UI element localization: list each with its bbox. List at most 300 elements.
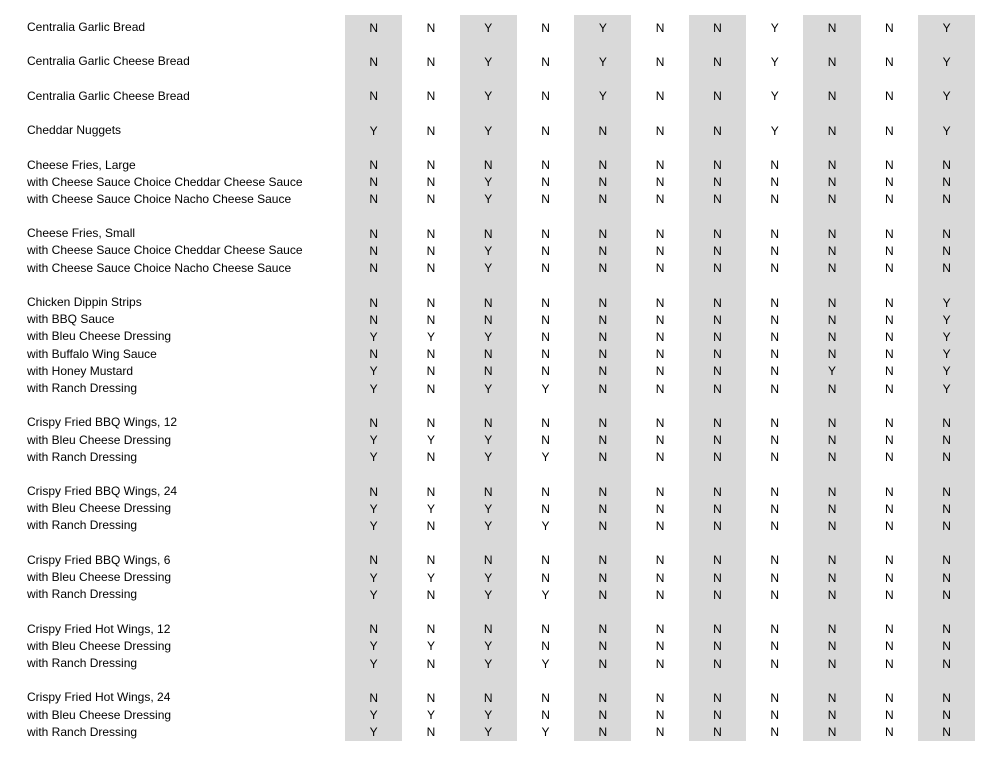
value-cell: N [655, 347, 665, 362]
value-cell: N [918, 449, 975, 466]
value-cell [803, 105, 860, 122]
value-cell: N [770, 656, 780, 671]
value-cell: N [574, 260, 631, 277]
value-cell [631, 672, 688, 689]
value-cell: N [884, 553, 894, 568]
value-cell: N [655, 261, 665, 276]
value-cell [746, 535, 803, 552]
value-cell: Y [460, 122, 517, 139]
value-cell: Y [460, 707, 517, 724]
value-cell: Y [460, 517, 517, 534]
value-cell: N [689, 260, 746, 277]
value-cell: N [918, 191, 975, 208]
value-cell: N [770, 690, 780, 705]
value-cell: N [426, 158, 436, 173]
value-cell: N [770, 570, 780, 585]
value-cell [517, 71, 574, 88]
value-cell: N [655, 484, 665, 499]
value-cell: N [770, 244, 780, 259]
value-cell: N [655, 123, 665, 138]
value-cell: N [574, 707, 631, 724]
value-cell: N [655, 433, 665, 448]
value-cell [631, 397, 688, 414]
value-cell: N [689, 638, 746, 655]
value-cell: Y [574, 19, 631, 36]
value-cell [574, 105, 631, 122]
value-cell: Y [345, 363, 402, 380]
value-cell: N [460, 414, 517, 431]
value-cell: N [541, 226, 550, 241]
value-cell: N [574, 483, 631, 500]
value-cell: N [918, 432, 975, 449]
value-cell: Y [918, 380, 975, 397]
value-cell: N [770, 639, 780, 654]
table-row [0, 449, 976, 466]
spacer-row [0, 535, 976, 552]
value-cell: N [770, 501, 780, 516]
value-cell: N [770, 450, 780, 465]
value-cell: Y [426, 570, 435, 585]
value-cell: Y [918, 294, 975, 311]
value-cell: N [541, 570, 550, 585]
value-cell: N [803, 328, 860, 345]
value-cell: N [655, 415, 665, 430]
value-cell: N [803, 174, 860, 191]
value-cell: Y [918, 19, 975, 36]
table-row [0, 483, 976, 500]
value-cell [402, 672, 459, 689]
value-cell [861, 672, 918, 689]
value-cell: N [803, 586, 860, 603]
value-cell [861, 603, 918, 620]
value-cell: N [884, 54, 894, 69]
value-cell [460, 36, 517, 53]
value-cell: N [803, 621, 860, 638]
value-cell: N [655, 570, 665, 585]
value-cell: Y [345, 586, 402, 603]
value-cell: N [689, 363, 746, 380]
value-cell: N [918, 552, 975, 569]
value-cell: Y [460, 328, 517, 345]
table-row [0, 157, 976, 174]
table-row [0, 552, 976, 569]
value-cell [517, 397, 574, 414]
value-cell [517, 277, 574, 294]
value-cell: N [689, 191, 746, 208]
value-cell: N [541, 484, 550, 499]
value-cell: N [426, 261, 436, 276]
value-cell: N [541, 295, 550, 310]
value-cell [918, 535, 975, 552]
value-cell: N [345, 311, 402, 328]
value-cell: Y [918, 122, 975, 139]
value-cell: Y [541, 381, 550, 396]
value-cell: N [655, 89, 665, 104]
value-cell [345, 535, 402, 552]
allergen-table [0, 15, 976, 741]
value-cell: N [884, 519, 894, 534]
value-cell: N [345, 174, 402, 191]
value-cell: N [574, 174, 631, 191]
value-cell: N [574, 449, 631, 466]
value-cell [861, 397, 918, 414]
table-row [0, 174, 976, 191]
value-cell [689, 139, 746, 156]
value-cell: N [918, 225, 975, 242]
value-cell: N [689, 586, 746, 603]
value-cell: N [426, 244, 436, 259]
value-cell: Y [770, 20, 779, 35]
table-row [0, 294, 976, 311]
value-cell: N [689, 552, 746, 569]
value-cell: N [884, 175, 894, 190]
value-cell: Y [460, 174, 517, 191]
value-cell: N [689, 19, 746, 36]
value-cell: N [574, 517, 631, 534]
value-cell [803, 277, 860, 294]
value-cell: N [541, 690, 550, 705]
value-cell: N [689, 483, 746, 500]
table-row [0, 19, 976, 36]
value-cell: N [918, 483, 975, 500]
value-cell: N [426, 20, 436, 35]
value-cell [861, 208, 918, 225]
value-cell [803, 603, 860, 620]
value-cell: N [460, 621, 517, 638]
value-cell [345, 672, 402, 689]
value-cell [689, 672, 746, 689]
value-cell [517, 208, 574, 225]
value-cell: N [541, 244, 550, 259]
value-cell: N [426, 175, 436, 190]
value-cell: N [689, 707, 746, 724]
value-cell: N [426, 656, 436, 671]
value-cell [460, 105, 517, 122]
value-cell: N [574, 586, 631, 603]
value-cell: Y [574, 53, 631, 70]
value-cell: N [460, 363, 517, 380]
value-cell: Y [460, 242, 517, 259]
value-cell [631, 466, 688, 483]
value-cell: N [460, 483, 517, 500]
value-cell: N [345, 157, 402, 174]
value-cell [918, 139, 975, 156]
value-cell: N [689, 655, 746, 672]
value-cell: N [884, 433, 894, 448]
value-cell: N [884, 381, 894, 396]
value-cell: N [574, 689, 631, 706]
value-cell: N [426, 725, 436, 740]
value-cell [861, 105, 918, 122]
value-cell: N [541, 622, 550, 637]
value-cell: N [884, 415, 894, 430]
value-cell: N [884, 261, 894, 276]
value-cell: N [426, 347, 436, 362]
item-label: Crispy Fried BBQ Wings, 24 [27, 484, 178, 499]
value-cell: N [345, 53, 402, 70]
value-cell [460, 397, 517, 414]
value-cell: N [770, 725, 780, 740]
value-cell: Y [541, 725, 550, 740]
table-row [0, 569, 976, 586]
value-cell: N [541, 501, 550, 516]
value-cell: N [689, 346, 746, 363]
item-label: with Ranch Dressing [27, 380, 138, 395]
value-cell: N [803, 88, 860, 105]
value-cell [574, 466, 631, 483]
value-cell: N [803, 53, 860, 70]
value-cell: Y [541, 656, 550, 671]
value-cell: N [345, 260, 402, 277]
table-row [0, 346, 976, 363]
value-cell: N [770, 312, 780, 327]
value-cell [631, 603, 688, 620]
value-cell: N [426, 226, 436, 241]
item-label: with Bleu Cheese Dressing [27, 707, 172, 722]
value-cell [689, 71, 746, 88]
value-cell: N [770, 553, 780, 568]
value-cell [574, 139, 631, 156]
item-label: Cheese Fries, Small [27, 226, 136, 241]
item-label: with Buffalo Wing Sauce [27, 346, 157, 361]
value-cell: N [689, 174, 746, 191]
value-cell: N [803, 311, 860, 328]
value-cell: N [574, 380, 631, 397]
item-label: with Ranch Dressing [27, 449, 138, 464]
value-cell: Y [460, 449, 517, 466]
item-label: with Ranch Dressing [27, 518, 138, 533]
value-cell [918, 277, 975, 294]
item-label: with Cheese Sauce Choice Nacho Cheese Sauce [27, 260, 292, 275]
value-cell: N [541, 708, 550, 723]
value-cell: N [770, 381, 780, 396]
table-row [0, 88, 976, 105]
value-cell: N [460, 689, 517, 706]
value-cell: N [918, 689, 975, 706]
value-cell: Y [345, 655, 402, 672]
value-cell: N [426, 553, 436, 568]
spacer-row [0, 105, 976, 122]
value-cell [803, 397, 860, 414]
value-cell: N [803, 414, 860, 431]
value-cell: N [918, 414, 975, 431]
value-cell [689, 105, 746, 122]
item-label: Cheddar Nuggets [27, 123, 122, 138]
value-cell: Y [541, 450, 550, 465]
value-cell: N [918, 242, 975, 259]
table-row [0, 363, 976, 380]
value-cell: N [574, 225, 631, 242]
value-cell: N [345, 294, 402, 311]
value-cell: N [655, 158, 665, 173]
value-cell: N [803, 346, 860, 363]
value-cell: Y [460, 53, 517, 70]
value-cell [746, 71, 803, 88]
value-cell: Y [918, 311, 975, 328]
value-cell: N [655, 364, 665, 379]
item-label: with Honey Mustard [27, 363, 134, 378]
value-cell: N [803, 655, 860, 672]
spacer-row [0, 71, 976, 88]
value-cell: Y [426, 329, 435, 344]
value-cell: N [426, 484, 436, 499]
value-cell: N [541, 89, 550, 104]
value-cell: N [541, 123, 550, 138]
value-cell [631, 208, 688, 225]
value-cell: Y [345, 500, 402, 517]
value-cell: N [541, 261, 550, 276]
item-label: with BBQ Sauce [27, 312, 115, 327]
item-label: Crispy Fried BBQ Wings, 12 [27, 415, 178, 430]
value-cell [574, 603, 631, 620]
value-cell [574, 277, 631, 294]
value-cell [803, 139, 860, 156]
value-cell: N [770, 192, 780, 207]
value-cell: N [689, 122, 746, 139]
value-cell: N [655, 622, 665, 637]
value-cell: N [426, 415, 436, 430]
item-label: Crispy Fried BBQ Wings, 6 [27, 552, 171, 567]
value-cell: N [345, 621, 402, 638]
value-cell [402, 466, 459, 483]
value-cell [460, 466, 517, 483]
value-cell: N [345, 191, 402, 208]
spacer-row [0, 672, 976, 689]
value-cell [574, 71, 631, 88]
value-cell: N [884, 501, 894, 516]
value-cell: N [884, 158, 894, 173]
value-cell: N [884, 639, 894, 654]
value-cell: N [655, 175, 665, 190]
value-cell: N [655, 54, 665, 69]
value-cell: N [918, 707, 975, 724]
value-cell: N [803, 552, 860, 569]
value-cell [517, 672, 574, 689]
value-cell: N [541, 175, 550, 190]
value-cell: N [426, 450, 436, 465]
value-cell: N [541, 415, 550, 430]
value-cell [803, 466, 860, 483]
value-cell [402, 397, 459, 414]
value-cell: N [803, 191, 860, 208]
table-row [0, 707, 976, 724]
value-cell: N [460, 225, 517, 242]
value-cell: N [574, 500, 631, 517]
value-cell: N [770, 175, 780, 190]
value-cell: N [803, 242, 860, 259]
value-cell: Y [426, 433, 435, 448]
value-cell: N [884, 656, 894, 671]
item-label: Chicken Dippin Strips [27, 295, 142, 309]
value-cell [460, 672, 517, 689]
value-cell: Y [426, 639, 435, 654]
table-row [0, 689, 976, 706]
table-row [0, 328, 976, 345]
value-cell [517, 36, 574, 53]
value-cell: N [655, 244, 665, 259]
table-row [0, 517, 976, 534]
item-label: Centralia Garlic Cheese Bread [27, 54, 190, 69]
spacer-row [0, 466, 976, 483]
value-cell: N [574, 552, 631, 569]
value-cell: N [655, 20, 665, 35]
value-cell [918, 397, 975, 414]
value-cell [345, 397, 402, 414]
value-cell: N [884, 329, 894, 344]
value-cell: Y [460, 380, 517, 397]
value-cell [631, 105, 688, 122]
value-cell [574, 672, 631, 689]
value-cell: N [345, 414, 402, 431]
value-cell: Y [541, 587, 550, 602]
value-cell: N [574, 621, 631, 638]
value-cell [803, 71, 860, 88]
value-cell: N [918, 724, 975, 741]
value-cell [517, 466, 574, 483]
value-cell: N [803, 500, 860, 517]
value-cell [746, 105, 803, 122]
value-cell [861, 535, 918, 552]
value-cell: Y [345, 569, 402, 586]
value-cell: N [803, 638, 860, 655]
value-cell [345, 139, 402, 156]
value-cell [746, 466, 803, 483]
value-cell: N [426, 690, 436, 705]
value-cell [402, 277, 459, 294]
value-cell: Y [460, 191, 517, 208]
value-cell: N [345, 552, 402, 569]
value-cell: N [770, 261, 780, 276]
value-cell: N [655, 450, 665, 465]
value-cell: N [541, 192, 550, 207]
value-cell: N [918, 157, 975, 174]
value-cell: N [803, 260, 860, 277]
value-cell: Y [345, 724, 402, 741]
value-cell: N [655, 708, 665, 723]
value-cell: N [884, 347, 894, 362]
value-cell [746, 139, 803, 156]
value-cell: N [426, 312, 436, 327]
table-row [0, 260, 976, 277]
value-cell: N [918, 586, 975, 603]
value-cell [861, 277, 918, 294]
value-cell: N [345, 88, 402, 105]
value-cell: Y [460, 655, 517, 672]
value-cell: Y [460, 432, 517, 449]
value-cell [746, 397, 803, 414]
value-cell: N [803, 294, 860, 311]
table-row [0, 225, 976, 242]
table-row [0, 586, 976, 603]
item-label: Cheese Fries, Large [27, 157, 136, 172]
value-cell [345, 105, 402, 122]
value-cell: N [803, 689, 860, 706]
value-cell [746, 672, 803, 689]
value-cell [631, 71, 688, 88]
value-cell: N [574, 724, 631, 741]
value-cell: N [541, 364, 550, 379]
spacer-row [0, 277, 976, 294]
value-cell [689, 466, 746, 483]
value-cell: N [689, 53, 746, 70]
value-cell: N [770, 484, 780, 499]
value-cell [861, 466, 918, 483]
value-cell [345, 208, 402, 225]
value-cell: N [918, 638, 975, 655]
value-cell: N [884, 295, 894, 310]
spacer-row [0, 139, 976, 156]
value-cell [803, 535, 860, 552]
